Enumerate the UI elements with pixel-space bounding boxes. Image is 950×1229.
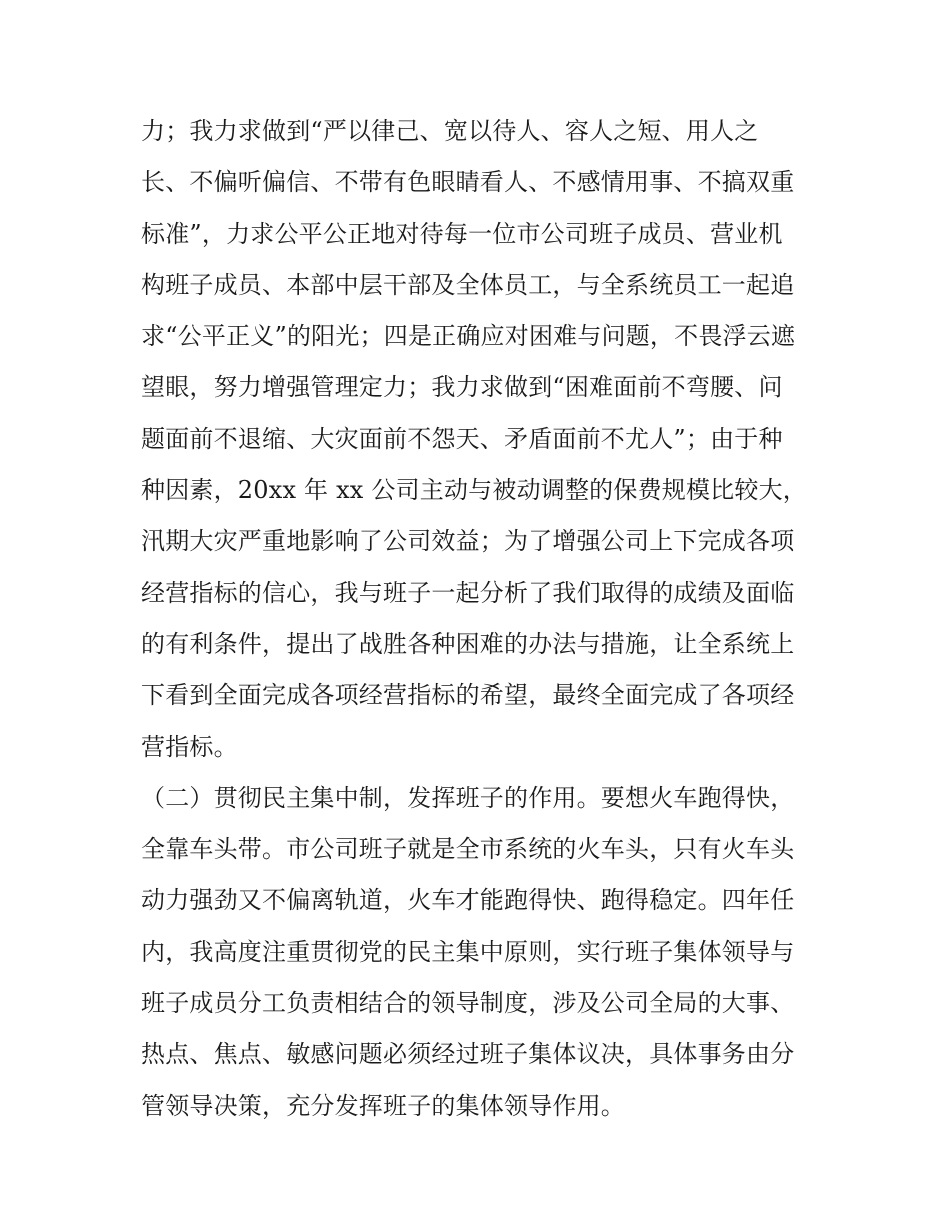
text-line: 的有利条件，提出了战胜各种困难的办法与措施，让全系统上 [141,629,795,658]
text-line: 经营指标的信心，我与班子一起分析了我们取得的成绩及面临 [141,578,795,607]
text-line: 望眼，努力增强管理定力；我力求做到“困难面前不弯腰、问 [141,373,783,402]
text-line: 长、不偏听偏信、不带有色眼睛看人、不感情用事、不搞双重 [141,168,795,197]
text-line: 班子成员分工负责相结合的领导制度，涉及公司全局的大事、 [141,989,795,1018]
text-line: 热点、焦点、敏感问题必须经过班子集体议决，具体事务由分 [141,1040,795,1069]
text-line: 全靠车头带。市公司班子就是全市系统的火车头，只有火车头 [141,835,795,864]
text-line: 动力强劲又不偏离轨道，火车才能跑得快、跑得稳定。四年任 [141,886,795,915]
text-line: 管领导决策，充分发挥班子的集体领导作用。 [141,1091,625,1120]
body-text [141,106,821,1132]
section-heading-line: （二）贯彻民主集中制，发挥班子的作用。要想火车跑得快， [141,783,795,812]
text-line: 汛期大灾严重地影响了公司效益；为了增强公司上下完成各项 [141,527,795,556]
text-line: 题面前不退缩、大灾面前不怨天、矛盾面前不尤人”；由于种 [141,424,783,453]
text-line: 构班子成员、本部中层干部及全体员工，与全系统员工一起追 [141,270,795,299]
text-line: 下看到全面完成各项经营指标的希望，最终全面完成了各项经 [141,681,795,710]
text-line: 标准”，力求公平公正地对待每一位市公司班子成员、营业机 [141,219,783,248]
text-line: 力；我力求做到“严以律己、宽以待人、容人之短、用人之 [141,117,759,145]
text-line: 求“公平正义”的阳光；四是正确应对困难与问题，不畏浮云遮 [141,322,796,351]
text-line: 种因素，20xx 年 xx 公司主动与被动调整的保费规模比较大， [141,476,807,505]
text-line: 营指标。 [141,732,238,761]
text-line: 内，我高度注重贯彻党的民主集中原则，实行班子集体领导与 [141,937,795,966]
